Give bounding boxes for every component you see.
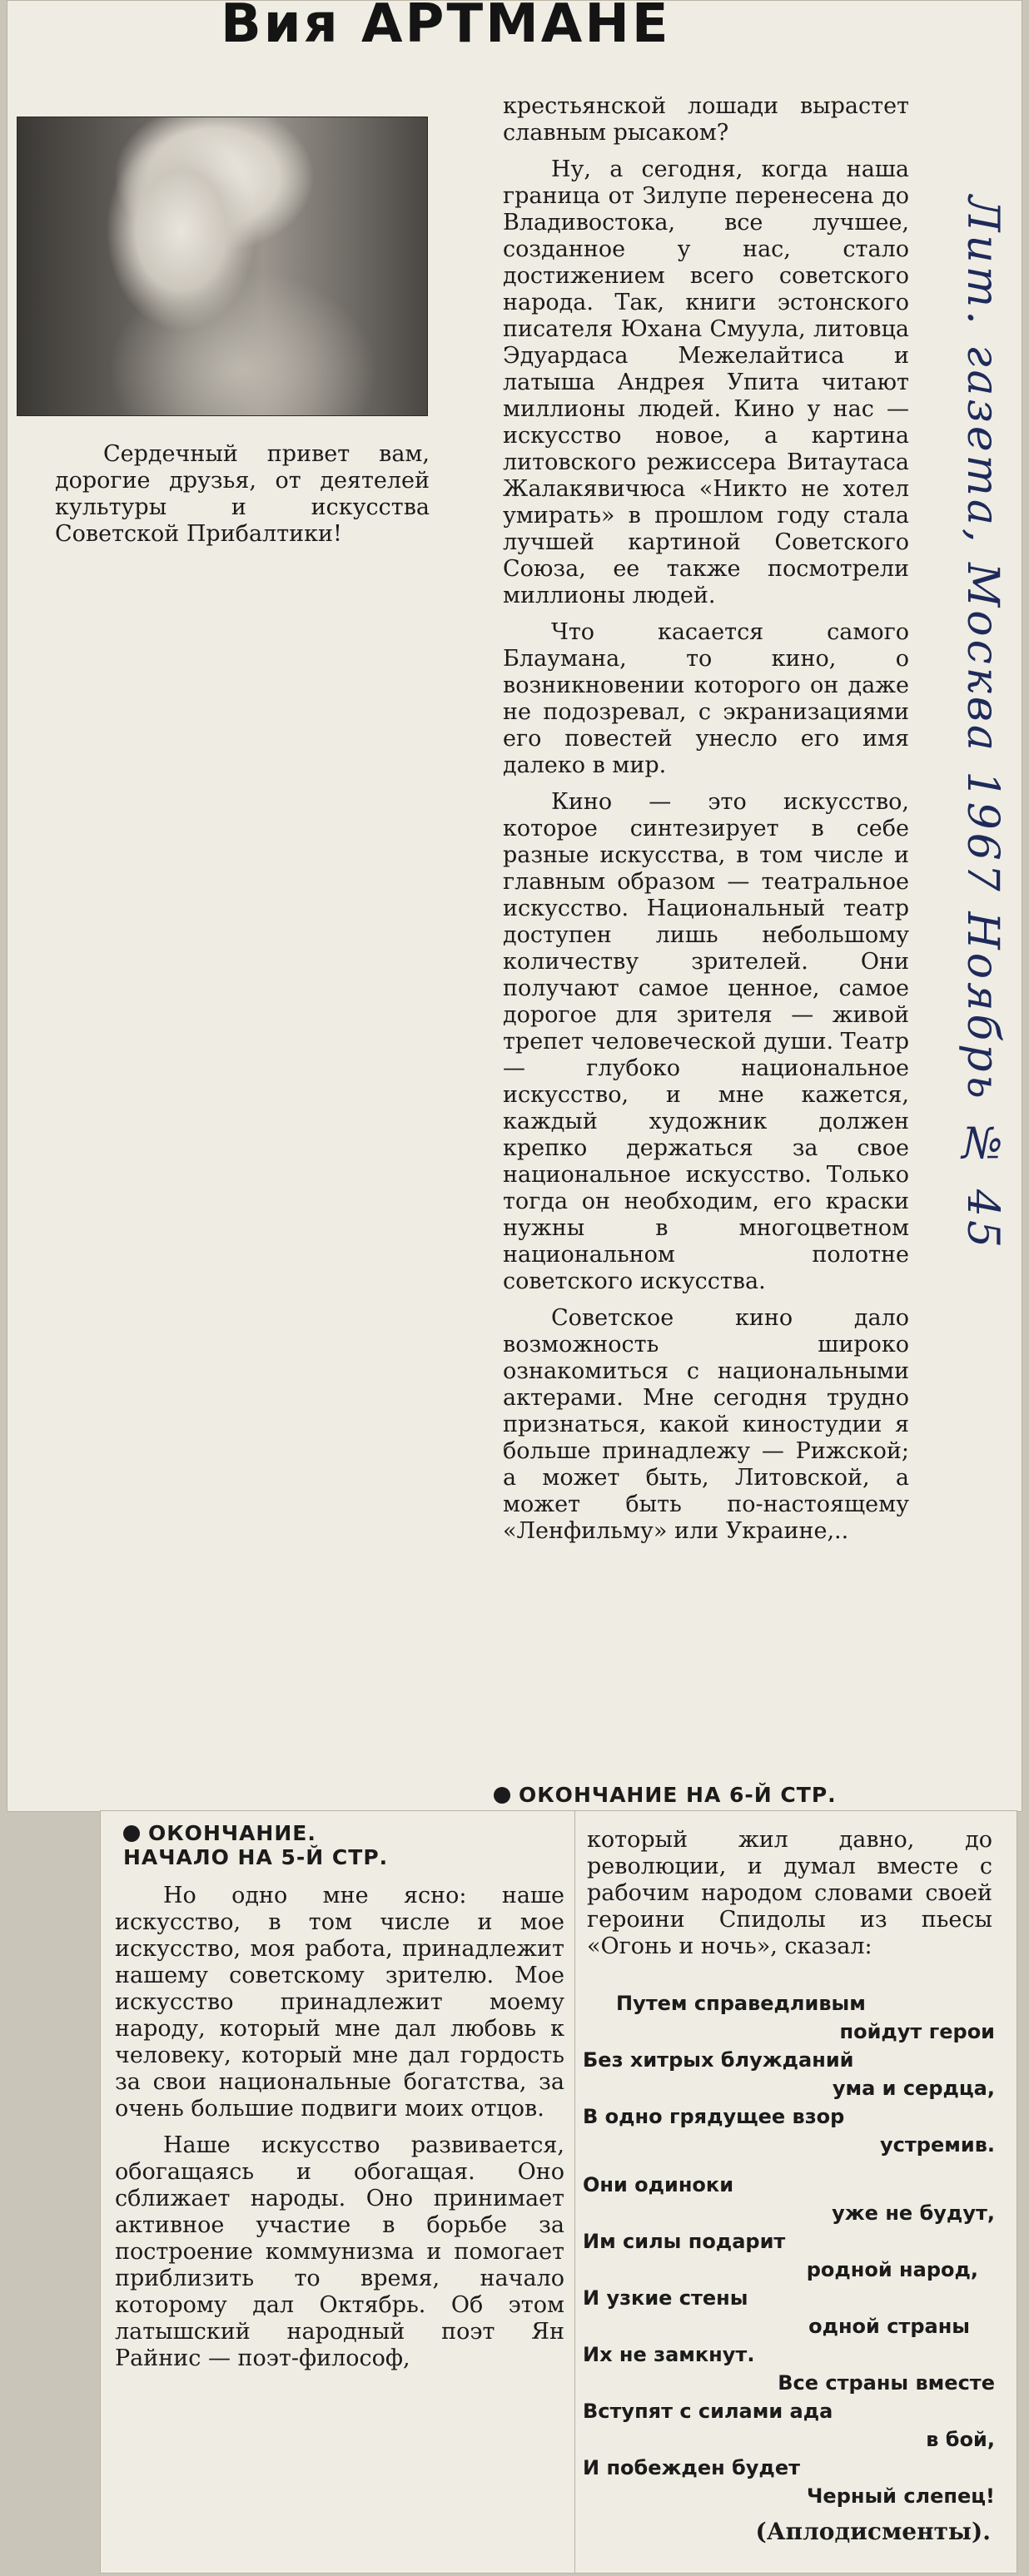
- poem-line: В одно грядущее взор: [583, 2105, 845, 2128]
- poem-line: пойдут герои: [839, 2020, 995, 2043]
- poem: [583, 1989, 995, 2510]
- poem-line: Без хитрых блужданий: [583, 2048, 854, 2072]
- column-3: [115, 1883, 564, 2382]
- column-2: [503, 93, 909, 1555]
- poem-line: Они одиноки: [583, 2173, 734, 2196]
- paragraph: Что касается самого Блаумана, то кино, о возникновении которого он даже не подозревал, с экранизациями его повестей унесло его имя далеко в мир.: [503, 619, 909, 778]
- poem-line: Их не замкнут.: [583, 2343, 755, 2366]
- poem-line: И узкие стены: [583, 2286, 748, 2310]
- poem-line: Все страны вместе: [778, 2371, 995, 2395]
- poem-line: родной народ,: [806, 2258, 978, 2281]
- paragraph: крестьянской лошади вырастет славным рысаком?: [503, 93, 909, 146]
- poem-line: уже не будут,: [832, 2201, 995, 2225]
- paragraph: Сердечный привет вам, дорогие друзья, от деятелей культуры и искусства Советской Прибалтики!: [55, 441, 430, 547]
- marker-text: ОКОНЧАНИЕ.: [148, 1821, 316, 1845]
- bullet-icon: [494, 1787, 510, 1804]
- paragraph: Наше искусство развивается, обогащаясь и обогащая. Оно сближает народы. Оно принимает активное участие в борьбе за построение коммунизма и помогает приблизить то время, начало которому дал Октябрь. Об этом латышский народный поэт Ян Райнис — поэт-философ,: [115, 2132, 564, 2371]
- poem-line: ума и сердца,: [832, 2077, 995, 2100]
- portrait-photo: [17, 117, 428, 416]
- column-4: [587, 1827, 992, 1970]
- continuation-marker-start: [123, 1821, 473, 1869]
- continuation-marker-end: [494, 1783, 877, 1807]
- poem-line: одной страны: [808, 2315, 970, 2338]
- applause-note: (Аплодисменты).: [755, 2518, 991, 2545]
- paragraph: который жил давно, до революции, и думал вместе с рабочим народом словами своей героини Спидолы из пьесы «Огонь и ночь», сказал:: [587, 1827, 992, 1959]
- poem-line: Черный слепец!: [807, 2484, 995, 2508]
- poem-line: Им силы подарит: [583, 2230, 786, 2253]
- poem-line: Вступят с силами ада: [583, 2400, 833, 2423]
- poem-line: Путем справедливым: [616, 1992, 866, 2015]
- paragraph: Ну, а сегодня, когда наша граница от Зилупе перенесена до Владивостока, все лучшее, созданное у нас, стало достижением всего советского народа. Так, книги эстонского писателя Юхана Смуула, литовца Эдуардаса Межелайтиса и латыша Андрея Упита читают миллионы людей. Кино у нас — искусство новое, а картина литовского режиссера Витаутаса Жалакявичюса «Никто не хотел умирать» в прошлом году стала лучшей картиной Советского Союза, ее также посмотрели миллионы людей.: [503, 156, 909, 608]
- paragraph: Советское кино дало возможность широко ознакомиться с национальными актерами. Мне сегодня трудно признаться, какой киностудии я больше принадлежу — Рижской; а может быть, Литовской, а может быть по-настоящему «Ленфильму» или Украине,..: [503, 1305, 909, 1544]
- bullet-icon: [123, 1825, 140, 1842]
- article-headline: Вия АРТМАНЕ: [221, 0, 671, 55]
- paragraph: Кино — это искусство, которое синтезирует в себе разные искусства, в том числе и главным образом — театральное искусство. Национальный театр доступен лишь небольшому количеству зрителей. Они получают самое ценное, самое дорогое для зрителя — живой трепет человеческой души. Театр — глубоко национальное искусство, и мне кажется, каждый художник должен крепко держаться за свое национальное искусство. Только тогда он необходим, его краски нужны в многоцветном национальном полотне советского искусства.: [503, 789, 909, 1294]
- marker-text: ОКОНЧАНИЕ НА 6-Й СТР.: [519, 1783, 837, 1807]
- marker-text: НАЧАЛО НА 5-Й СТР.: [123, 1845, 389, 1869]
- poem-line: в бой,: [926, 2428, 995, 2451]
- column-1: [55, 441, 430, 558]
- poem-line: устремив.: [880, 2133, 995, 2157]
- paragraph: Но одно мне ясно: наше искусство, в том числе и мое искусство, моя работа, принадлежит нашему советскому зрителю. Мое искусство принадлежит моему народу, который мне дал любовь к человеку, который мне дал гордость за свои национальные богатства, за очень большие подвиги моих отцов.: [115, 1883, 564, 2122]
- poem-line: И побежден будет: [583, 2456, 800, 2479]
- handwritten-source-note: Лит. газета, Москва 1967 Ноябрь № 45: [957, 196, 1007, 1252]
